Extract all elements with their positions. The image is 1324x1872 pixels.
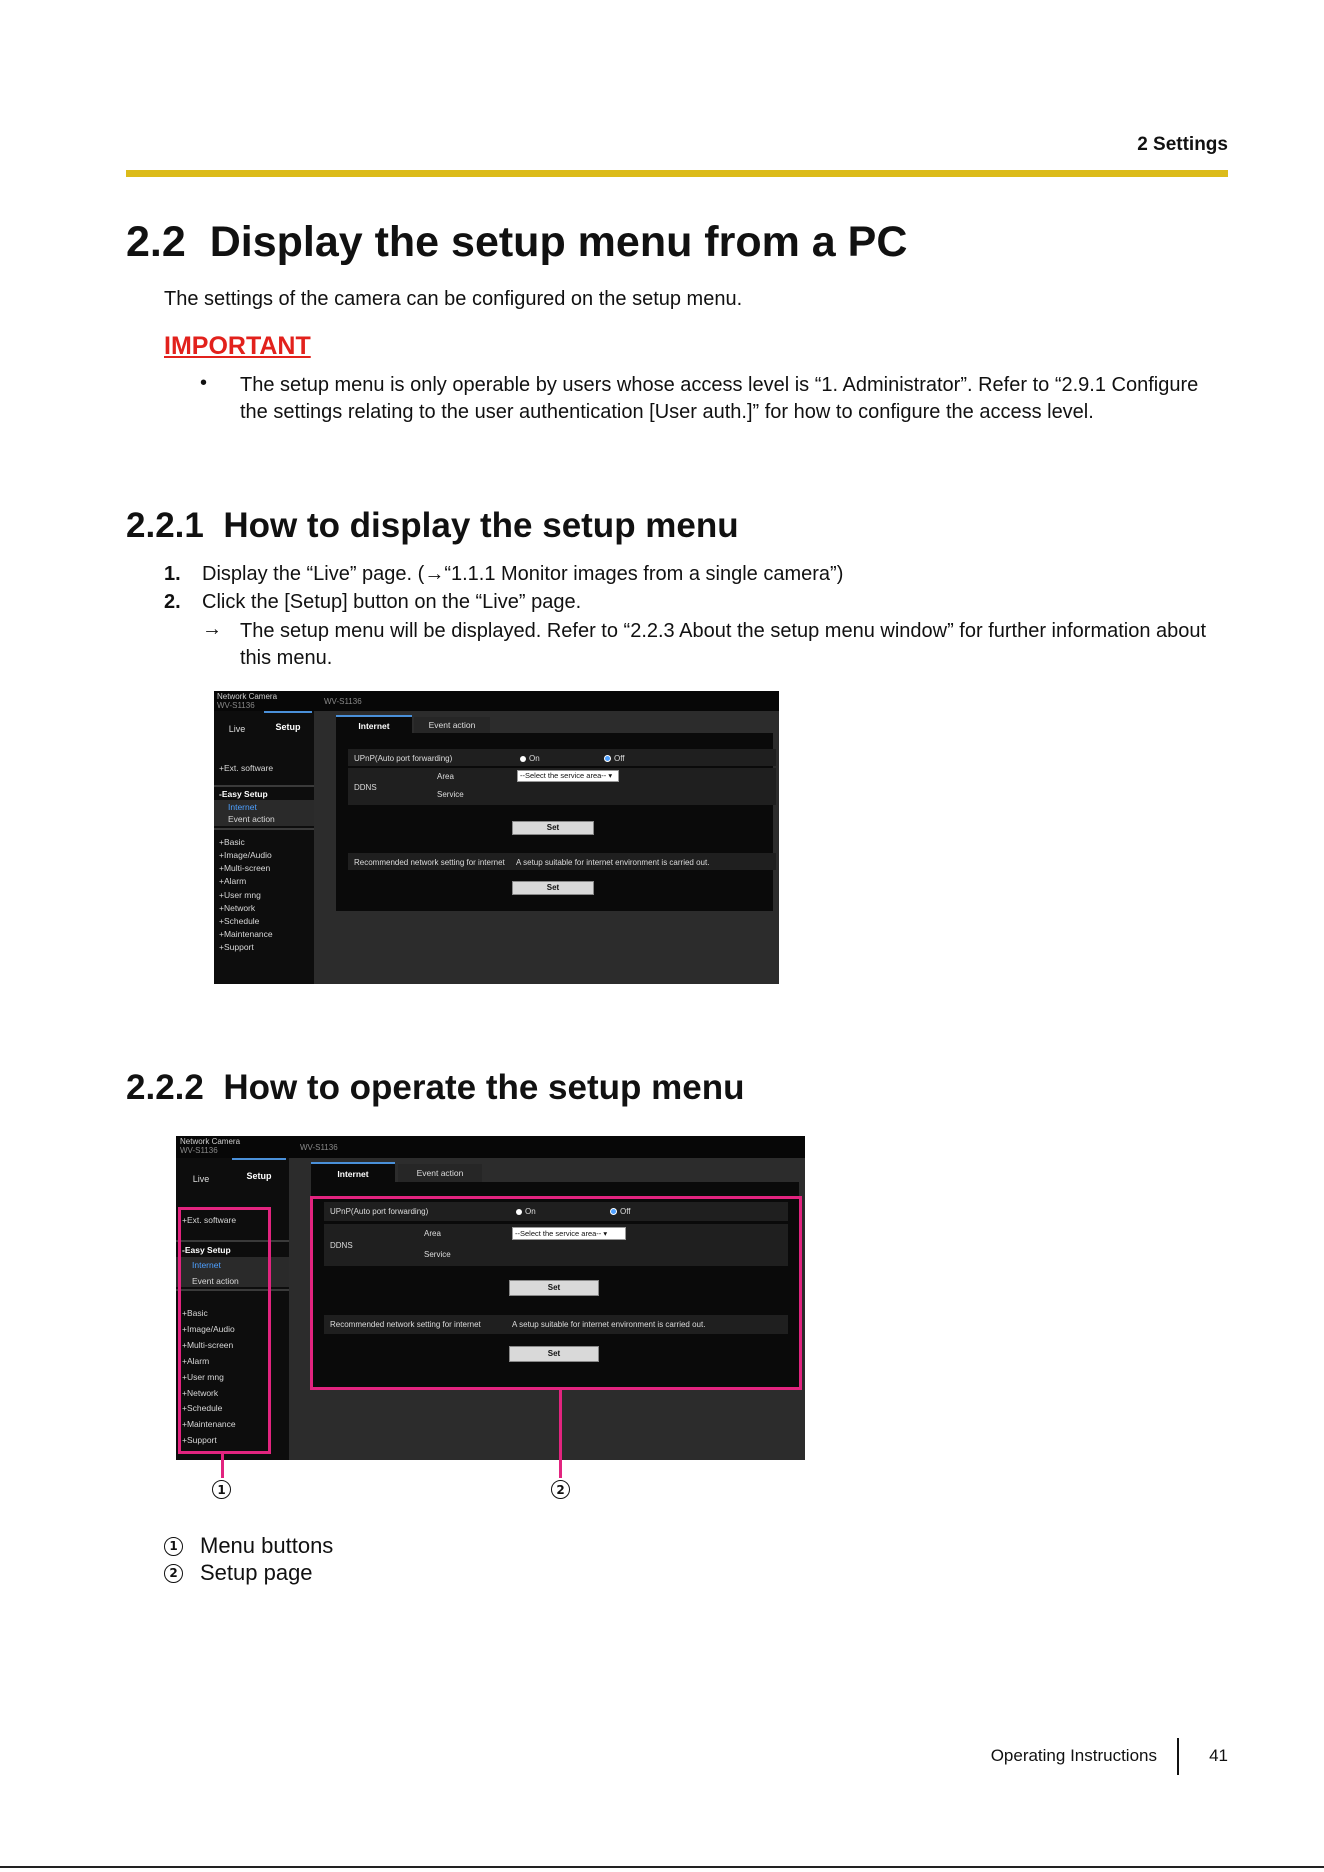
service-label: Service: [424, 1250, 451, 1259]
menu-item-schedule[interactable]: +Schedule: [182, 1403, 223, 1413]
menu-item-alarm[interactable]: +Alarm: [219, 876, 247, 886]
upnp-on-radio[interactable]: On: [516, 1207, 536, 1216]
tab-setup[interactable]: Setup: [232, 1158, 286, 1192]
section-heading-2-2-2: [126, 1068, 744, 1108]
important-bullet-text: The setup menu is only operable by users whose access level is “1. Administrator”. Refer to “2.9.1 Configure the settings relating to the user authentication [User auth.]” for how to configure the access level.: [240, 374, 1199, 423]
radio-selected-icon: [604, 755, 611, 762]
result-arrow-icon: →: [202, 618, 222, 640]
bullet-icon: •: [200, 372, 208, 394]
area-select[interactable]: --Select the service area-- ▾: [512, 1227, 626, 1240]
recommended-text: A setup suitable for internet environment is carried out.: [516, 858, 710, 867]
menu-item-support[interactable]: +Support: [182, 1435, 217, 1445]
area-label: Area: [424, 1229, 441, 1238]
recommended-label: Recommended network setting for internet: [354, 858, 505, 867]
content-tab-event-action[interactable]: Event action: [414, 717, 490, 733]
tab-live[interactable]: Live: [228, 724, 246, 734]
bottom-border: [0, 1866, 1324, 1868]
menu-item-maintenance[interactable]: +Maintenance: [219, 929, 273, 939]
upnp-label: UPnP(Auto port forwarding): [330, 1207, 429, 1216]
section-title: How to display the setup menu: [223, 506, 739, 545]
running-header-section: 2 Settings: [1137, 134, 1228, 155]
menu-item-network[interactable]: +Network: [219, 903, 256, 913]
menu-divider: [214, 828, 314, 830]
menu-item-event-action[interactable]: Event action: [192, 1276, 239, 1286]
callout-1: 1: [212, 1480, 231, 1499]
page-title-number: 2.2: [126, 218, 186, 266]
legend-text: Setup page: [200, 1560, 313, 1585]
menu-item-internet[interactable]: Internet: [228, 802, 257, 812]
menu-item-image-audio[interactable]: +Image/Audio: [219, 850, 272, 860]
step-text: Display the “Live” page. (→“1.1.1 Monitor images from a single camera”): [202, 563, 844, 585]
step-text: Click the [Setup] button on the “Live” page.: [202, 591, 582, 613]
section-number: 2.2.2: [126, 1068, 204, 1107]
legend-number: 1: [164, 1537, 183, 1556]
step-number: 1.: [164, 563, 181, 585]
callout-leader-line: [221, 1454, 224, 1478]
menu-item-network[interactable]: +Network: [182, 1388, 219, 1398]
upnp-off-radio[interactable]: Off: [604, 754, 625, 763]
menu-item-multi-screen[interactable]: +Multi-screen: [219, 863, 271, 873]
legend-text: Menu buttons: [200, 1533, 334, 1558]
setup-menu-screenshot-1: [214, 691, 779, 984]
menu-item-internet[interactable]: Internet: [192, 1260, 221, 1270]
model-name: WV-S1136: [324, 697, 362, 706]
service-label: Service: [437, 790, 464, 799]
important-label: IMPORTANT: [164, 332, 311, 360]
menu-item-multi-screen[interactable]: +Multi-screen: [182, 1340, 234, 1350]
tab-live[interactable]: Live: [192, 1174, 210, 1184]
section-title: How to operate the setup menu: [223, 1068, 745, 1107]
menu-item-user-mng[interactable]: +User mng: [219, 890, 261, 900]
content-tab-internet[interactable]: Internet: [311, 1162, 395, 1184]
tab-setup[interactable]: Setup: [264, 711, 312, 741]
callout-box-setup-page: [310, 1196, 802, 1390]
set-button[interactable]: Set: [509, 1280, 599, 1296]
camera-top-bar: [214, 691, 779, 711]
callout-2: 2: [551, 1480, 570, 1499]
section-number: 2.2.1: [126, 506, 204, 545]
upnp-off-radio[interactable]: Off: [610, 1207, 631, 1216]
footer-divider: [1177, 1738, 1179, 1775]
area-label: Area: [437, 772, 454, 781]
set-button[interactable]: Set: [512, 821, 594, 835]
menu-item-basic[interactable]: +Basic: [219, 837, 245, 847]
menu-item-schedule[interactable]: +Schedule: [219, 916, 260, 926]
intro-text: The settings of the camera can be configured on the setup menu.: [164, 288, 743, 310]
legend-item: [164, 1560, 313, 1586]
brand-name: Network Camera WV-S1136: [180, 1137, 241, 1155]
menu-divider: [214, 785, 314, 787]
recommended-text: A setup suitable for internet environment is carried out.: [512, 1320, 706, 1329]
menu-item-easy-setup[interactable]: -Easy Setup: [219, 789, 268, 799]
model-name: WV-S1136: [300, 1143, 338, 1152]
area-select[interactable]: --Select the service area-- ▾: [517, 770, 619, 782]
menu-item-alarm[interactable]: +Alarm: [182, 1356, 210, 1366]
set-button[interactable]: Set: [512, 881, 594, 895]
menu-item-ext-software[interactable]: +Ext. software: [219, 763, 274, 773]
page-title-text: Display the setup menu from a PC: [209, 218, 908, 266]
menu-item-user-mng[interactable]: +User mng: [182, 1372, 224, 1382]
radio-icon: [520, 756, 526, 762]
menu-item-basic[interactable]: +Basic: [182, 1308, 208, 1318]
section-heading-2-2-1: [126, 506, 739, 546]
menu-item-support[interactable]: +Support: [219, 942, 254, 952]
callout-box-menu-buttons: [178, 1207, 271, 1454]
upnp-on-radio[interactable]: On: [520, 754, 540, 763]
menu-item-easy-setup[interactable]: -Easy Setup: [182, 1245, 231, 1255]
page-number: 41: [1209, 1746, 1228, 1765]
step-number: 2.: [164, 591, 181, 613]
set-button[interactable]: Set: [509, 1346, 599, 1362]
menu-item-image-audio[interactable]: +Image/Audio: [182, 1324, 235, 1334]
menu-item-ext-software[interactable]: +Ext. software: [182, 1215, 237, 1225]
content-tab-event-action[interactable]: Event action: [398, 1164, 482, 1182]
page-title: [126, 218, 907, 267]
ddns-label: DDNS: [330, 1241, 353, 1250]
menu-item-event-action[interactable]: Event action: [228, 814, 275, 824]
brand-name: Network Camera WV-S1136: [217, 692, 278, 710]
ddns-label: DDNS: [354, 783, 377, 792]
camera-top-bar: [176, 1136, 805, 1158]
header-rule: [126, 170, 1228, 177]
callout-leader-line: [559, 1390, 562, 1478]
footer-document-name: Operating Instructions: [990, 1746, 1157, 1765]
menu-item-maintenance[interactable]: +Maintenance: [182, 1419, 236, 1429]
legend-number: 2: [164, 1564, 183, 1583]
result-text: The setup menu will be displayed. Refer to “2.2.3 About the setup menu window” for further information about this menu.: [240, 620, 1207, 669]
content-tab-internet[interactable]: Internet: [336, 715, 412, 735]
recommended-label: Recommended network setting for internet: [330, 1320, 481, 1329]
legend-item: [164, 1533, 333, 1559]
upnp-label: UPnP(Auto port forwarding): [354, 754, 453, 763]
